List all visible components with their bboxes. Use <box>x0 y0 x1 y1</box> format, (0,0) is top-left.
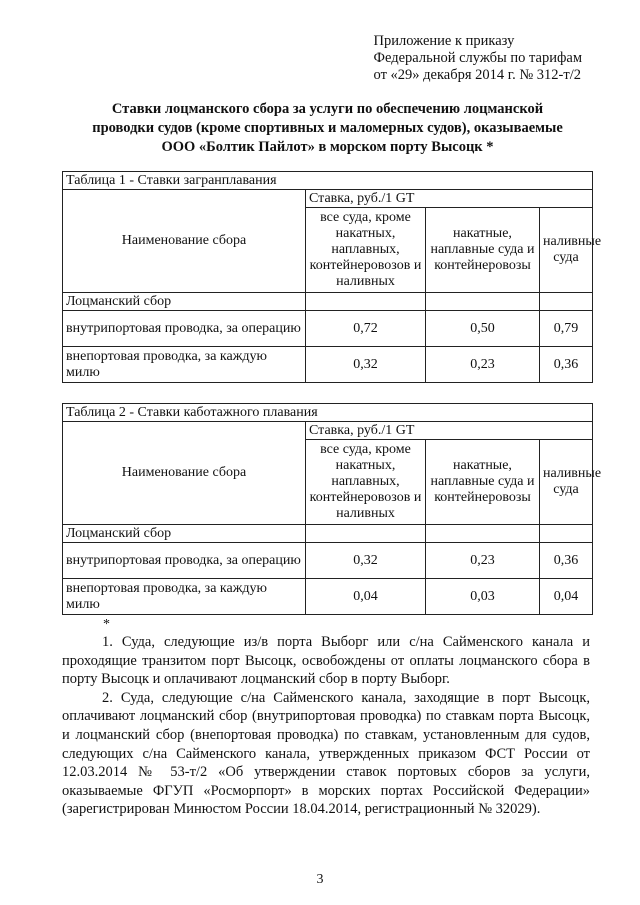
column-header-roro-container: накатные, наплавные суда и контейнеровозы <box>426 440 540 525</box>
footnote-2: 2. Суда, следующие с/на Сайменского канала, заходящие в порт Высоцк, оплачивают лоцманский сбор (внутрипортовая проводка) по ставкам порта Высоцк, и лоцманский сбор (внепортовая проводка) по ставкам, установленным для судов, следующих с/на Сайменского канала, утвержденных приказом ФСТ России от 12.03.2014 № 53-т/2 «Об утверждении ставок портовых сборов за услуги, оказываемые ФГУП «Росморпорт» в морских портах Российской Федерации» (зарегистрирован Минюстом России 18.04.2014, регистрационный № 32029). <box>62 689 590 818</box>
row-label: внутрипортовая проводка, за операцию <box>63 543 306 579</box>
empty-cell <box>306 525 426 543</box>
empty-cell <box>306 293 426 311</box>
header-line-1: Приложение к приказу <box>373 33 515 49</box>
header-line-3: от «29» декабря 2014 г. № 312-т/2 <box>373 67 581 83</box>
rate-unit-header: Ставка, руб./1 GT <box>306 422 593 440</box>
rate-value: 0,32 <box>306 543 426 579</box>
column-header-tankers: наливные суда <box>540 208 593 293</box>
column-header-tankers: наливные суда <box>540 440 593 525</box>
column-header-roro-container: накатные, наплавные суда и контейнеровозы <box>426 208 540 293</box>
rate-value: 0,32 <box>306 347 426 383</box>
fee-name-header: Наименование сбора <box>63 190 306 293</box>
table-caption: Таблица 1 - Ставки загранплавания <box>63 172 593 190</box>
empty-cell <box>540 525 593 543</box>
rates-table-cabotage <box>62 403 602 615</box>
title-line-2: проводки судов (кроме спортивных и маломерных судов), оказываемые <box>92 120 563 136</box>
approval-header <box>374 33 582 84</box>
rate-value: 0,50 <box>426 311 540 347</box>
rate-value: 0,04 <box>540 579 593 615</box>
header-line-2: Федеральной службы по тарифам <box>373 50 582 66</box>
title-line-1: Ставки лоцманского сбора за услуги по обеспечению лоцманской <box>111 101 544 117</box>
page-number: 3 <box>316 872 324 887</box>
row-label: внутрипортовая проводка, за операцию <box>63 311 306 347</box>
empty-cell <box>426 525 540 543</box>
rate-value: 0,04 <box>306 579 426 615</box>
document-title <box>60 100 595 157</box>
table-row <box>63 579 593 615</box>
rate-value: 0,03 <box>426 579 540 615</box>
table-row <box>63 347 593 383</box>
footnote-marker: * <box>103 617 110 632</box>
table-row <box>63 543 593 579</box>
group-row-label: Лоцманский сбор <box>63 293 306 311</box>
fee-name-header: Наименование сбора <box>63 422 306 525</box>
rate-value: 0,23 <box>426 347 540 383</box>
column-header-general-vessels: все суда, кроме накатных, наплавных, контейнеровозов и наливных <box>306 440 426 525</box>
group-row-label: Лоцманский сбор <box>63 525 306 543</box>
rate-unit-header: Ставка, руб./1 GT <box>306 190 593 208</box>
rate-value: 0,79 <box>540 311 593 347</box>
table-caption: Таблица 2 - Ставки каботажного плавания <box>63 404 593 422</box>
rate-value: 0,23 <box>426 543 540 579</box>
column-header-general-vessels: все суда, кроме накатных, наплавных, контейнеровозов и наливных <box>306 208 426 293</box>
rate-value: 0,72 <box>306 311 426 347</box>
rate-value: 0,36 <box>540 347 593 383</box>
row-label: внепортовая проводка, за каждую милю <box>63 347 306 383</box>
footnote-1: 1. Суда, следующие из/в порта Выборг или с/на Сайменского канала и проходящие транзитом порт Высоцк, освобождены от оплаты лоцманского сбора в порту Высоцк и оплачивают лоцманский сбор в порту Выборг. <box>62 634 590 688</box>
row-label: внепортовая проводка, за каждую милю <box>63 579 306 615</box>
rate-value: 0,36 <box>540 543 593 579</box>
empty-cell <box>426 293 540 311</box>
empty-cell <box>540 293 593 311</box>
table-row <box>63 311 593 347</box>
rates-table-foreign <box>62 171 602 383</box>
title-line-3: ООО «Болтик Пайлот» в морском порту Высоцк * <box>161 139 494 155</box>
footnotes <box>62 633 590 819</box>
